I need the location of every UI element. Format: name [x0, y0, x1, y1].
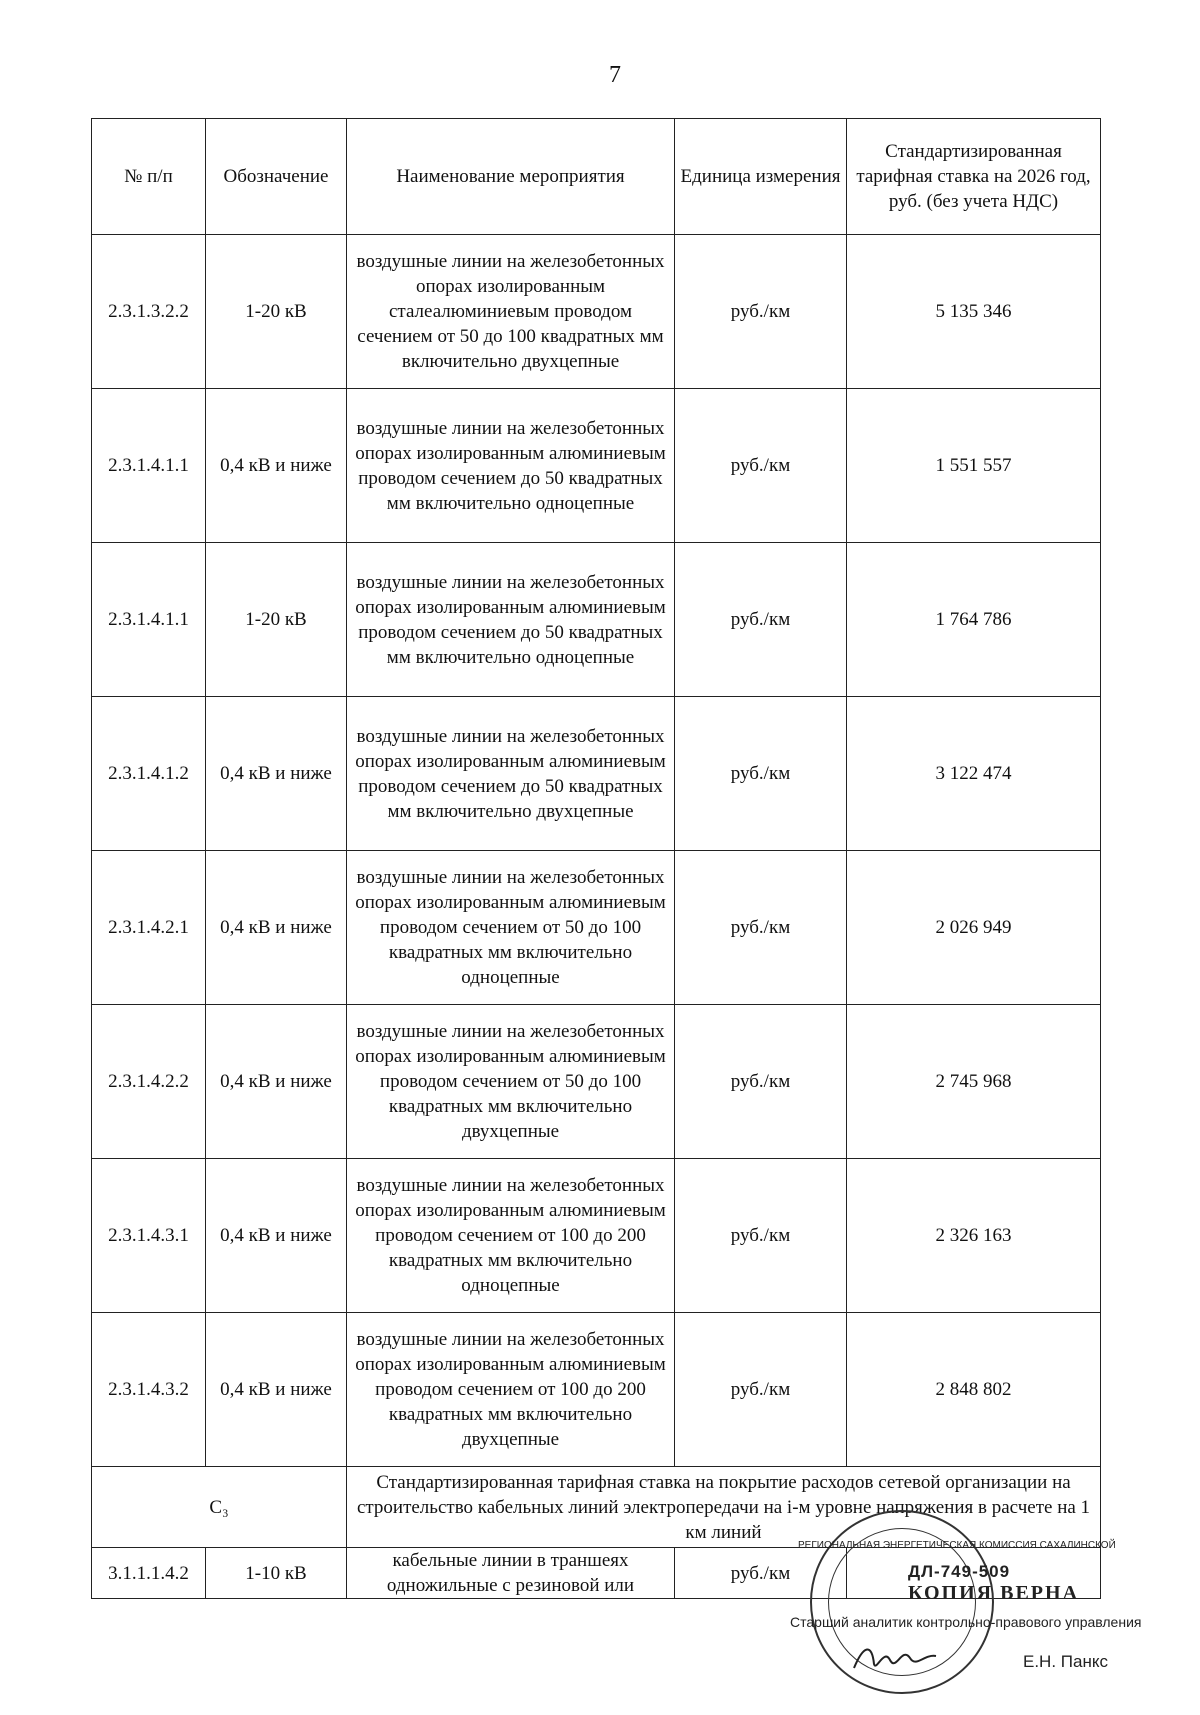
cell-name	[347, 1548, 675, 1599]
cell-rate: 2 745 968	[847, 1005, 1101, 1159]
header-rate: Стандартизированная тарифная ставка на 2026 год, руб. (без учета НДС)	[847, 119, 1101, 235]
header-num: № п/п	[92, 119, 206, 235]
cell-designation: 0,4 кВ и ниже	[206, 851, 347, 1005]
cell-name: воздушные линии на железобетонных опорах изолированным сталеалюминиевым проводом сечением от 50 до 100 квадратных мм включительно двухцепные	[347, 235, 675, 389]
cell-unit: руб./км	[675, 851, 847, 1005]
cell-designation: 0,4 кВ и ниже	[206, 389, 347, 543]
cell-num: 2.3.1.4.1.2	[92, 697, 206, 851]
cell-num: 2.3.1.4.2.2	[92, 1005, 206, 1159]
cell-designation: 1-20 кВ	[206, 543, 347, 697]
stamp-document-number: ДЛ-749-509	[908, 1562, 1011, 1581]
cell-num: 2.3.1.4.3.2	[92, 1313, 206, 1467]
page-number: 7	[609, 62, 621, 88]
table-row	[92, 1313, 1101, 1467]
table-row	[92, 1159, 1101, 1313]
section-title: Стандартизированная тарифная ставка на покрытие расходов сетевой организации на строительство кабельных линий электропередачи на i-м уровне напряжения в расчете на 1 км линий	[347, 1467, 1101, 1548]
cell-name: воздушные линии на железобетонных опорах изолированным алюминиевым проводом сечением от 100 до 200 квадратных мм включительно одноцепные	[347, 1159, 675, 1313]
table-row	[92, 235, 1101, 389]
cell-num: 2.3.1.4.1.1	[92, 543, 206, 697]
cell-rate: 2 026 949	[847, 851, 1101, 1005]
cell-name: воздушные линии на железобетонных опорах изолированным алюминиевым проводом сечением от 50 до 100 квадратных мм включительно двухцепные	[347, 1005, 675, 1159]
stamp-position: Старший аналитик контрольно-правового управления	[790, 1614, 1142, 1630]
stamp-copy-certified: КОПИЯ ВЕРНА	[908, 1582, 1080, 1604]
cell-unit: руб./км	[675, 389, 847, 543]
cell-name: воздушные линии на железобетонных опорах изолированным алюминиевым проводом сечением от 100 до 200 квадратных мм включительно двухцепные	[347, 1313, 675, 1467]
cell-designation: 0,4 кВ и ниже	[206, 697, 347, 851]
cell-rate: 3 122 474	[847, 697, 1101, 851]
cell-designation: 1-10 кВ	[206, 1548, 347, 1599]
header-row	[92, 119, 1101, 235]
cell-name: воздушные линии на железобетонных опорах изолированным алюминиевым проводом сечением до 50 квадратных мм включительно одноцепные	[347, 543, 675, 697]
table-row	[92, 851, 1101, 1005]
stamp-organization: РЕГИОНАЛЬНАЯ ЭНЕРГЕТИЧЕСКАЯ КОМИССИЯ САХАЛИНСКОЙ	[798, 1540, 1116, 1551]
cell-num: 2.3.1.4.3.1	[92, 1159, 206, 1313]
rates-table	[91, 118, 1101, 1599]
cell-unit: руб./км	[675, 1159, 847, 1313]
cell-name: воздушные линии на железобетонных опорах изолированным алюминиевым проводом сечением от 50 до 100 квадратных мм включительно одноцепные	[347, 851, 675, 1005]
cell-name: воздушные линии на железобетонных опорах изолированным алюминиевым проводом сечением до 50 квадратных мм включительно двухцепные	[347, 697, 675, 851]
stamp-signer-name: Е.Н. Панкс	[1023, 1652, 1108, 1671]
cell-unit: руб./км	[675, 1313, 847, 1467]
cell-designation: 1-20 кВ	[206, 235, 347, 389]
cell-name: воздушные линии на железобетонных опорах изолированным алюминиевым проводом сечением до 50 квадратных мм включительно одноцепные	[347, 389, 675, 543]
header-designation: Обозначение	[206, 119, 347, 235]
cell-num: 2.3.1.4.1.1	[92, 389, 206, 543]
header-name: Наименование мероприятия	[347, 119, 675, 235]
cell-unit: руб./км	[675, 543, 847, 697]
cell-rate: 2 848 802	[847, 1313, 1101, 1467]
cell-unit: руб./км	[675, 235, 847, 389]
cell-num: 2.3.1.4.2.1	[92, 851, 206, 1005]
cell-designation: 0,4 кВ и ниже	[206, 1005, 347, 1159]
signature-icon	[850, 1638, 940, 1678]
cell-designation: 0,4 кВ и ниже	[206, 1313, 347, 1467]
cell-unit: руб./км	[675, 697, 847, 851]
cell-unit: руб./км	[675, 1548, 847, 1599]
certification-stamp	[790, 1540, 1180, 1715]
cell-rate: 1 551 557	[847, 389, 1101, 543]
cell-rate: 5 135 346	[847, 235, 1101, 389]
table-row	[92, 697, 1101, 851]
cell-rate: 2 326 163	[847, 1159, 1101, 1313]
cell-rate: 1 764 786	[847, 543, 1101, 697]
cell-name-text: кабельные линии в траншеях одножильные с резиновой или	[386, 1550, 635, 1596]
table-row	[92, 543, 1101, 697]
cell-unit: руб./км	[675, 1005, 847, 1159]
section-code: С₃	[92, 1467, 347, 1548]
cell-num: 2.3.1.3.2.2	[92, 235, 206, 389]
cell-num: 3.1.1.1.4.2	[92, 1548, 206, 1599]
table-row	[92, 389, 1101, 543]
header-unit: Единица измерения	[675, 119, 847, 235]
cell-designation: 0,4 кВ и ниже	[206, 1159, 347, 1313]
table-row	[92, 1005, 1101, 1159]
